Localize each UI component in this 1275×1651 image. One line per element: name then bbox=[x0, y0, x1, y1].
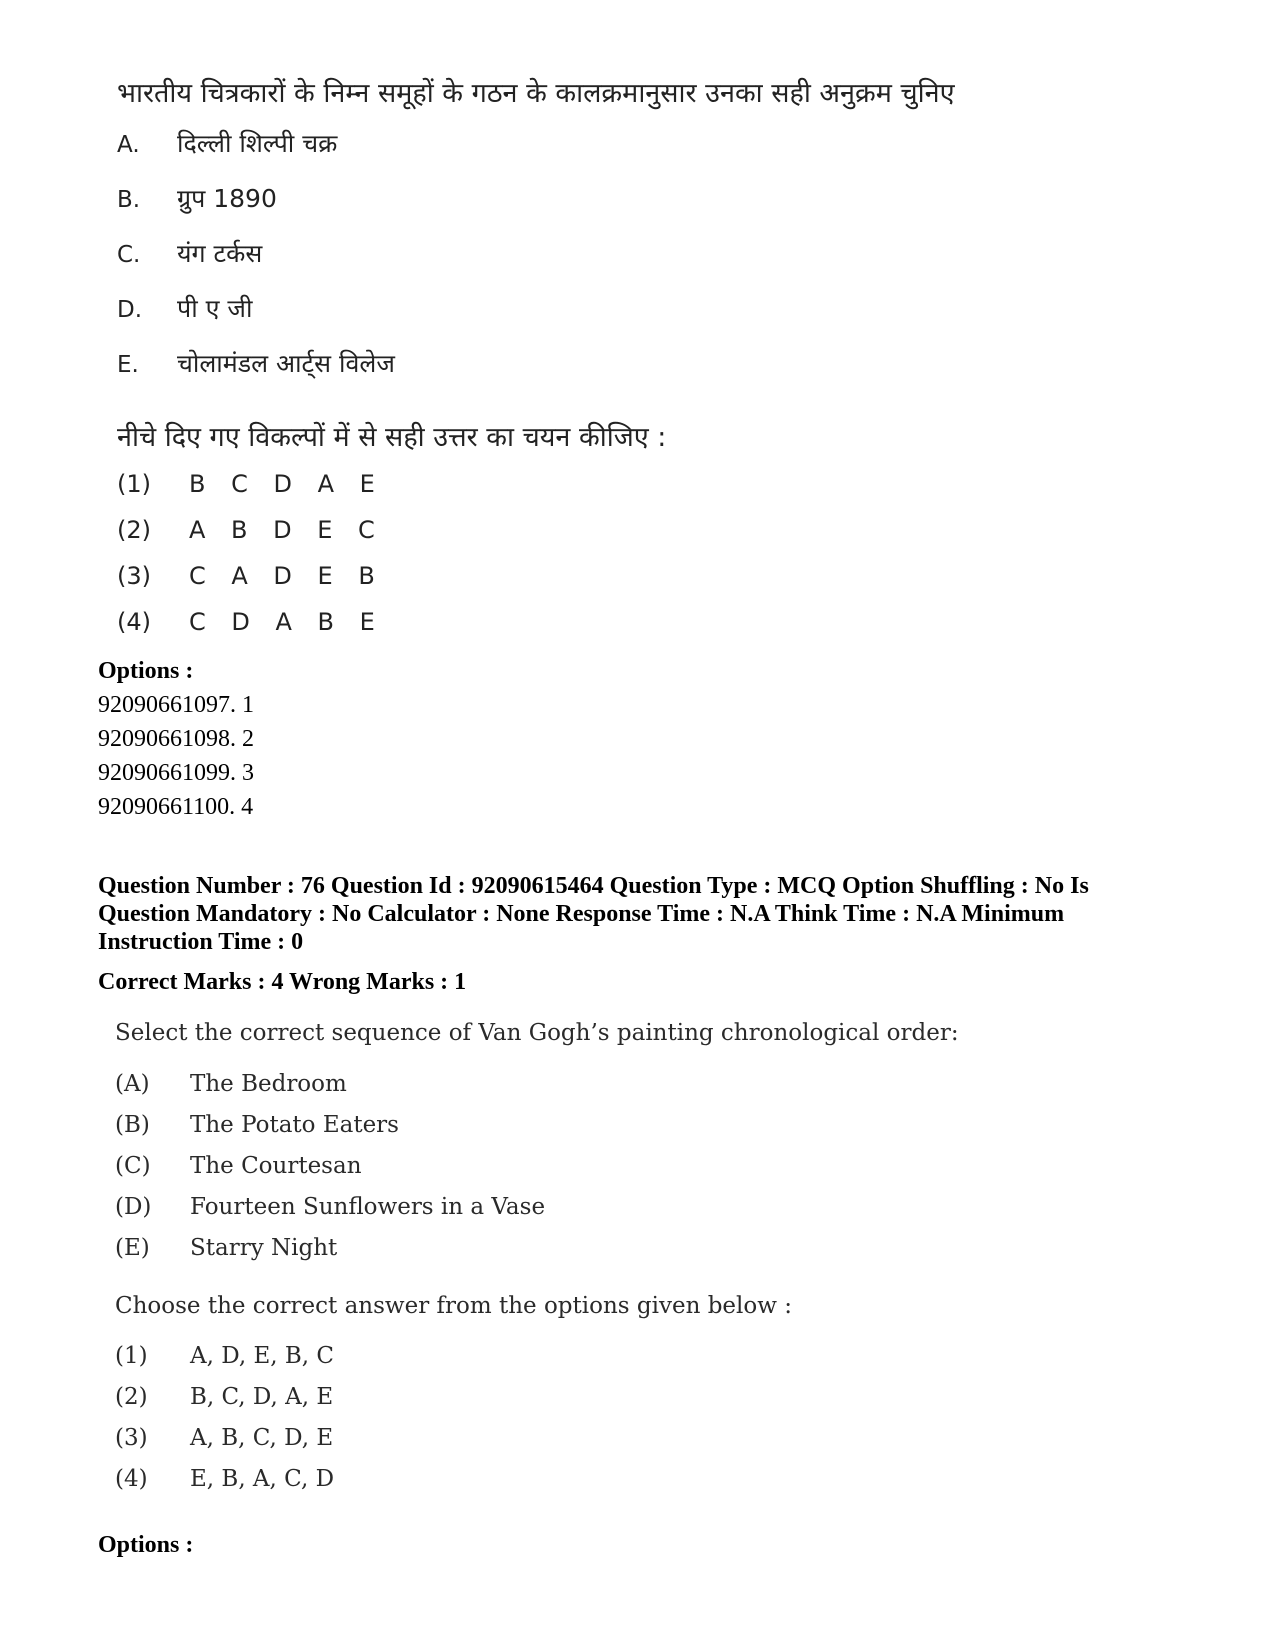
answer-choice bbox=[115, 1381, 333, 1413]
answer-sequence: B, C, D, A, E bbox=[190, 1384, 334, 1410]
list-item bbox=[115, 1232, 337, 1264]
question-76-marks: Correct Marks : 4 Wrong Marks : 1 bbox=[98, 969, 467, 995]
item-text: The Bedroom bbox=[190, 1071, 347, 1097]
item-label: A. bbox=[117, 132, 140, 158]
list-item bbox=[117, 127, 337, 162]
answer-choice bbox=[115, 1340, 334, 1372]
item-text: पी ए जी bbox=[177, 294, 253, 323]
item-text: Starry Night bbox=[190, 1235, 338, 1261]
options-heading: Options : bbox=[98, 658, 194, 684]
item-label: E. bbox=[117, 352, 139, 378]
item-text: The Potato Eaters bbox=[190, 1112, 399, 1138]
option-id-line: 92090661097. 1 bbox=[98, 692, 254, 718]
list-item bbox=[117, 237, 262, 272]
option-id-line: 92090661099. 3 bbox=[98, 760, 254, 786]
answer-choice bbox=[117, 514, 384, 546]
item-label: B. bbox=[117, 187, 141, 213]
item-label: (C) bbox=[115, 1153, 151, 1179]
answer-label: (1) bbox=[115, 1343, 148, 1369]
option-id-line: 92090661098. 2 bbox=[98, 726, 254, 752]
answer-sequence: A, D, E, B, C bbox=[190, 1343, 335, 1369]
answer-sequence: B C D A E bbox=[189, 470, 384, 498]
item-text: चोलामंडल आर्ट्स विलेज bbox=[177, 349, 395, 378]
question-75-instruction: नीचे दिए गए विकल्पों में से सही उत्तर का चयन कीजिए : bbox=[117, 422, 667, 453]
item-label: (B) bbox=[115, 1112, 150, 1138]
item-label: (E) bbox=[115, 1235, 150, 1261]
options-heading: Options : bbox=[98, 1532, 194, 1558]
item-label: C. bbox=[117, 242, 141, 268]
answer-choice bbox=[115, 1463, 334, 1495]
answer-choice bbox=[117, 560, 384, 592]
answer-choice bbox=[117, 606, 384, 638]
list-item bbox=[115, 1068, 347, 1100]
answer-sequence: A B D E C bbox=[189, 516, 384, 544]
answer-label: (3) bbox=[115, 1425, 148, 1451]
answer-sequence: A, B, C, D, E bbox=[190, 1425, 334, 1451]
answer-label: (2) bbox=[117, 516, 151, 544]
answer-sequence: C A D E B bbox=[189, 562, 384, 590]
item-label: D. bbox=[117, 297, 143, 323]
item-text: Fourteen Sunflowers in a Vase bbox=[190, 1194, 546, 1220]
answer-label: (2) bbox=[115, 1384, 148, 1410]
answer-label: (4) bbox=[115, 1466, 148, 1492]
list-item bbox=[117, 292, 252, 327]
item-text: दिल्ली शिल्पी चक्र bbox=[177, 129, 338, 158]
question-76-instruction: Choose the correct answer from the options given below : bbox=[115, 1293, 792, 1319]
item-text: ग्रुप 1890 bbox=[177, 184, 277, 213]
question-76-meta: Question Number : 76 Question Id : 92090615464 Question Type : MCQ Option Shuffling : No Is Question Mandatory : No Calculator : None Response Time : N.A Think Time : N.A Minimum Instruction Time : 0 bbox=[98, 873, 1089, 955]
item-text: यंग टर्कस bbox=[177, 239, 263, 268]
list-item bbox=[115, 1150, 362, 1182]
list-item bbox=[115, 1191, 545, 1223]
item-label: (D) bbox=[115, 1194, 152, 1220]
item-text: The Courtesan bbox=[190, 1153, 362, 1179]
answer-label: (1) bbox=[117, 470, 151, 498]
answer-label: (4) bbox=[117, 608, 151, 636]
answer-choice bbox=[117, 468, 384, 500]
option-id-line: 92090661100. 4 bbox=[98, 794, 254, 820]
answer-choice bbox=[115, 1422, 333, 1454]
item-label: (A) bbox=[115, 1071, 150, 1097]
answer-sequence: C D A B E bbox=[189, 608, 384, 636]
answer-label: (3) bbox=[117, 562, 151, 590]
list-item bbox=[117, 347, 395, 382]
list-item bbox=[117, 182, 277, 217]
answer-sequence: E, B, A, C, D bbox=[190, 1466, 335, 1492]
question-76-stem: Select the correct sequence of Van Gogh’s painting chronological order: bbox=[115, 1020, 959, 1046]
question-75-stem: भारतीय चित्रकारों के निम्न समूहों के गठन के कालक्रमानुसार उनका सही अनुक्रम चुनिए bbox=[117, 78, 955, 109]
list-item bbox=[115, 1109, 399, 1141]
